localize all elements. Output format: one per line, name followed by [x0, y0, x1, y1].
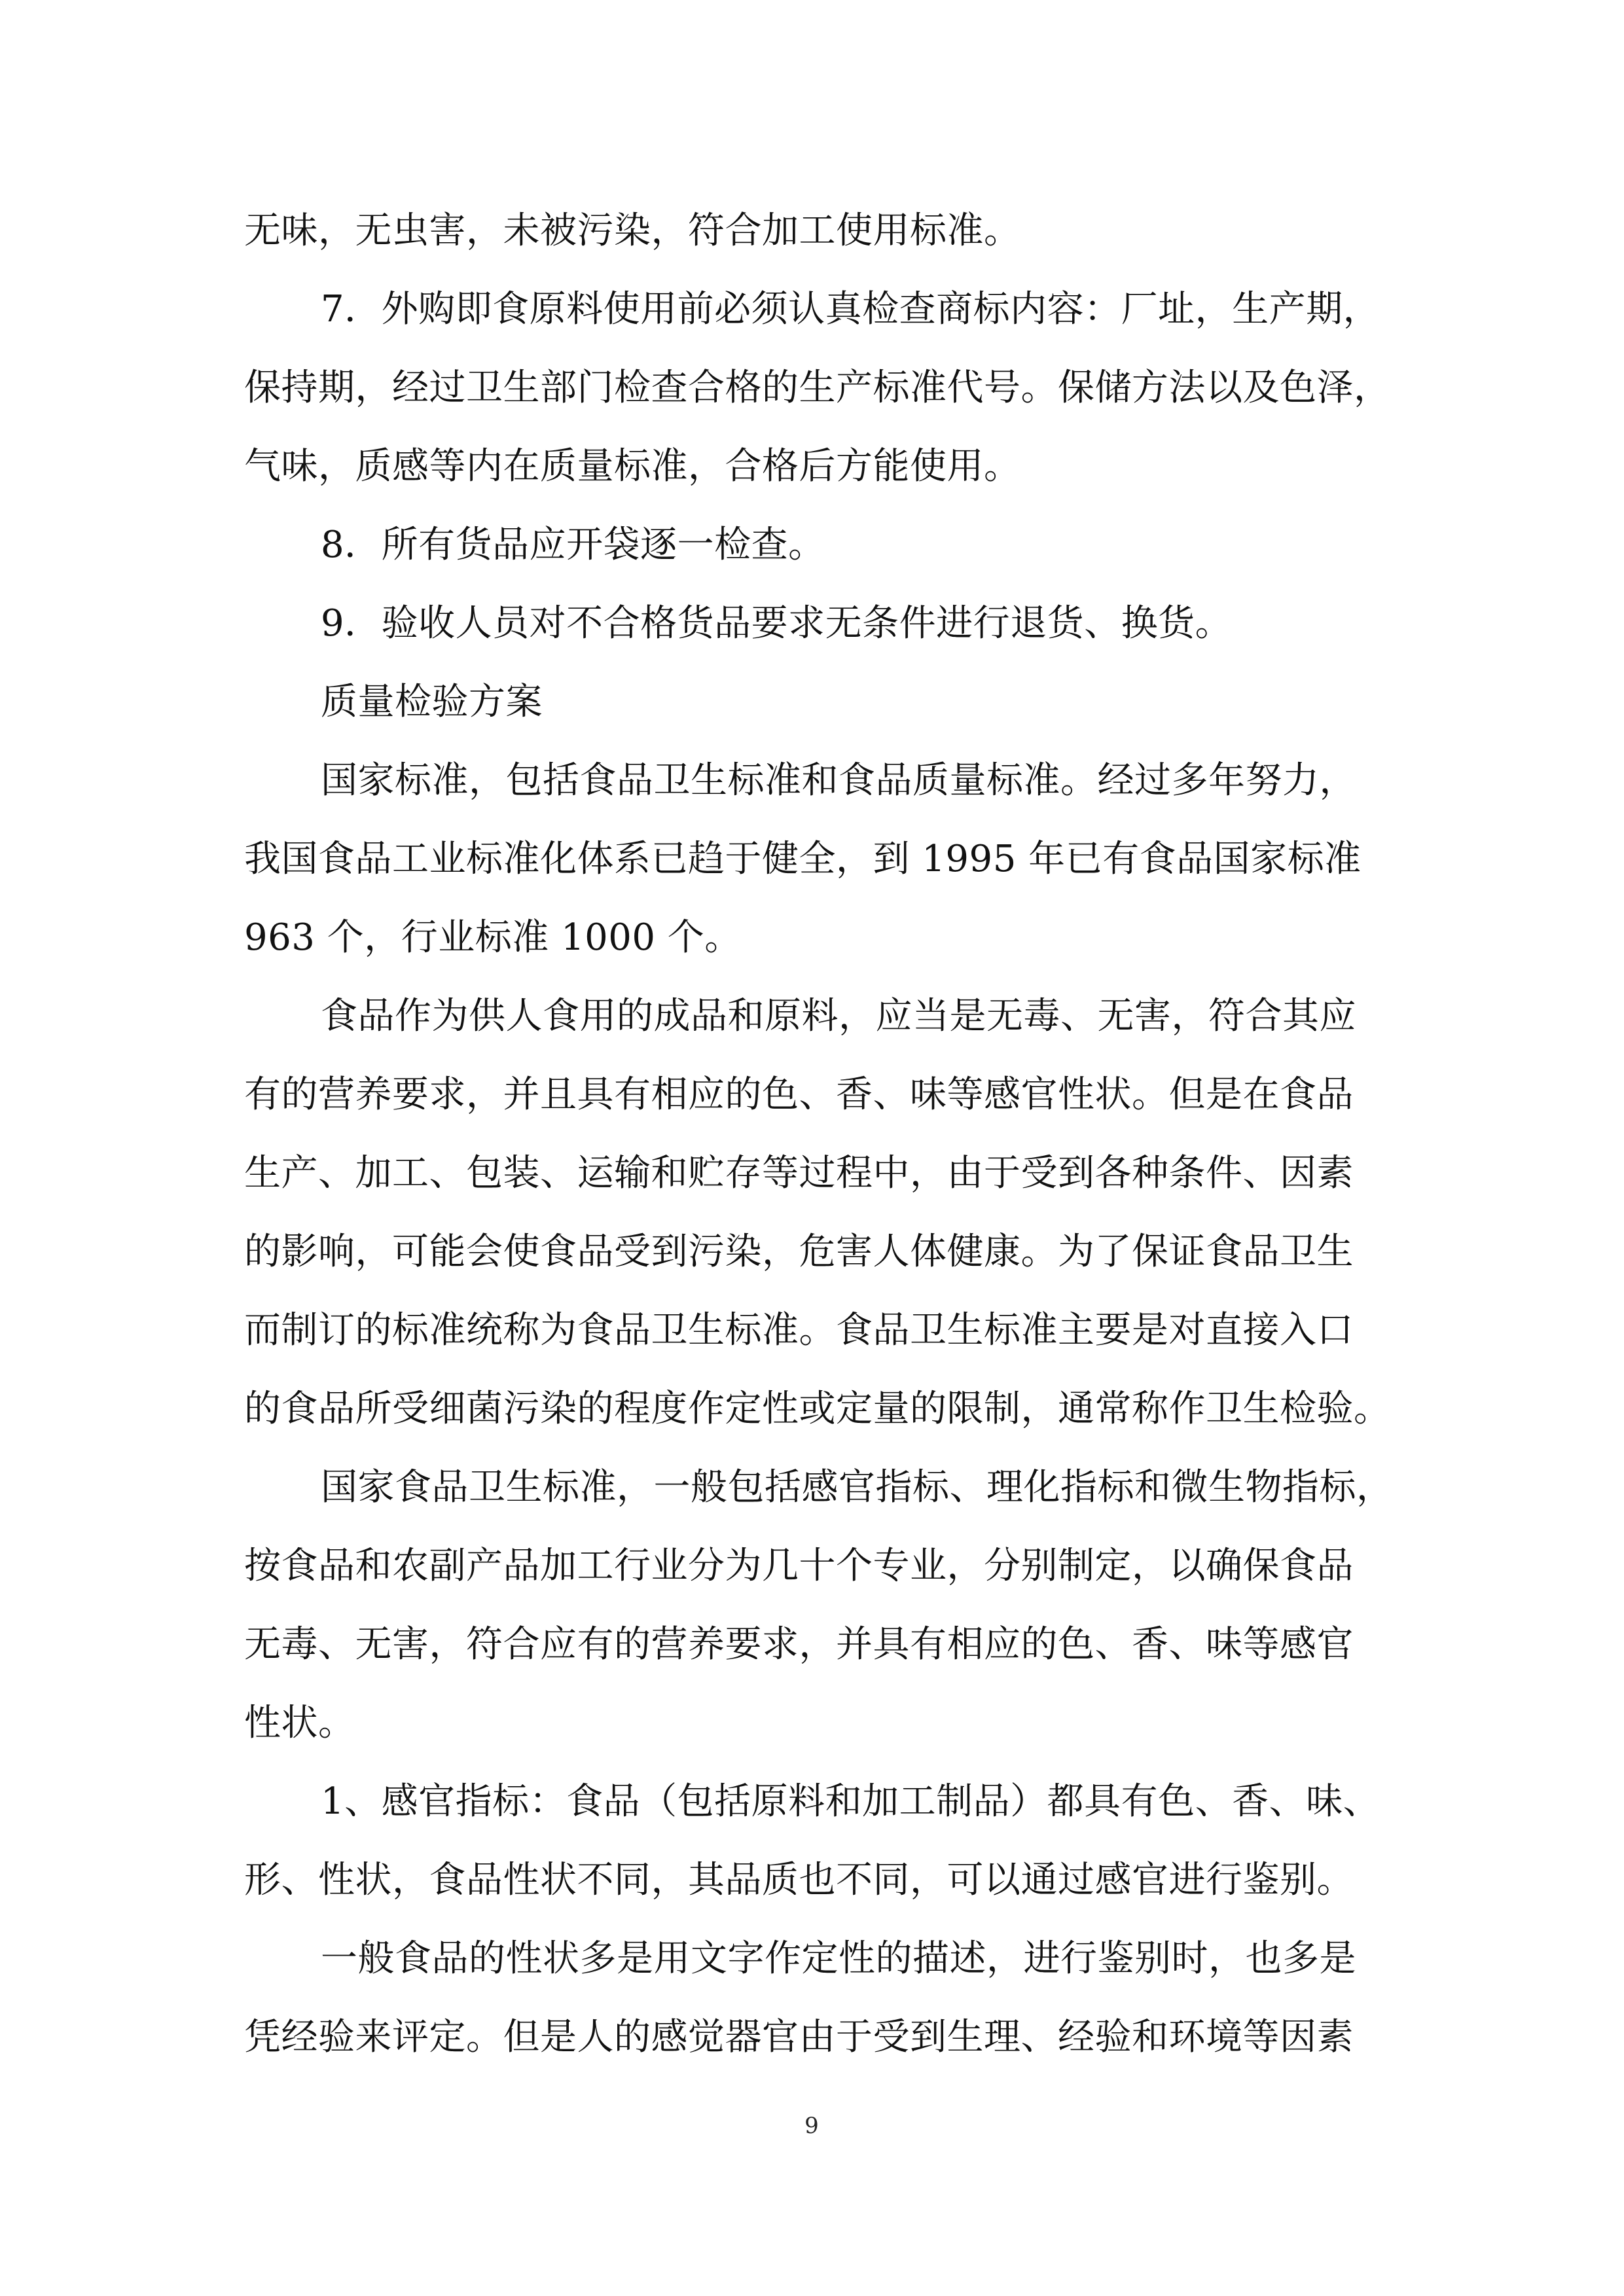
text-line-5: 8．所有货品应开袋逐一检查。 [321, 524, 825, 566]
text-line-8: 国家标准，包括食品卫生标准和食品质量标准。经过多年努力， [321, 759, 1356, 802]
text-line-1: 无味，无虫害，未被污染，符合加工使用标准。 [244, 209, 1021, 252]
text-line-3: 保持期，经过卫生部门检查合格的生产标准代号。保储方法以及色泽， [244, 367, 1391, 409]
text-line-17: 国家食品卫生标准，一般包括感官指标、理化指标和微生物指标， [321, 1466, 1394, 1509]
text-line-13: 生产、加工、包装、运输和贮存等过程中，由于受到各种条件、因素 [244, 1152, 1354, 1194]
text-line-22: 形、性状，食品性状不同，其品质也不同，可以通过感官进行鉴别。 [244, 1859, 1354, 1901]
text-line-14: 的影响，可能会使食品受到污染，危害人体健康。为了保证食品卫生 [244, 1230, 1354, 1273]
text-line-19: 无毒、无害，符合应有的营养要求，并具有相应的色、香、味等感官 [244, 1623, 1354, 1666]
text-line-18: 按食品和农副产品加工行业分为几十个专业，分别制定，以确保食品 [244, 1545, 1354, 1587]
text-line-16: 的食品所受细菌污染的程度作定性或定量的限制，通常称作卫生检验。 [244, 1388, 1391, 1430]
text-line-2: 7．外购即食原料使用前必须认真检查商标内容：厂址，生产期， [321, 288, 1380, 331]
page-number: 9 [804, 2113, 819, 2139]
text-line-24: 凭经验来评定。但是人的感觉器官由于受到生理、经验和环境等因素 [244, 2016, 1354, 2058]
text-line-4: 气味，质感等内在质量标准，合格后方能使用。 [244, 445, 1021, 488]
text-line-9: 我国食品工业标准化体系已趋于健全，到 1995 年已有食品国家标准 [244, 838, 1362, 880]
text-line-15: 而制订的标准统称为食品卫生标准。食品卫生标准主要是对直接入口 [244, 1309, 1354, 1352]
text-line-21: 1、感官指标：食品（包括原料和加工制品）都具有色、香、味、 [321, 1780, 1380, 1823]
section-heading: 质量检验方案 [321, 681, 543, 723]
text-line-11: 食品作为供人食用的成品和原料，应当是无毒、无害，符合其应 [321, 995, 1356, 1037]
text-line-23: 一般食品的性状多是用文字作定性的描述，进行鉴别时，也多是 [321, 1937, 1356, 1980]
text-line-20: 性状。 [244, 1702, 355, 1744]
text-line-6: 9．验收人员对不合格货品要求无条件进行退货、换货。 [321, 602, 1233, 645]
text-line-10: 963 个，行业标准 1000 个。 [244, 916, 742, 959]
text-line-12: 有的营养要求，并且具有相应的色、香、味等感官性状。但是在食品 [244, 1073, 1354, 1116]
